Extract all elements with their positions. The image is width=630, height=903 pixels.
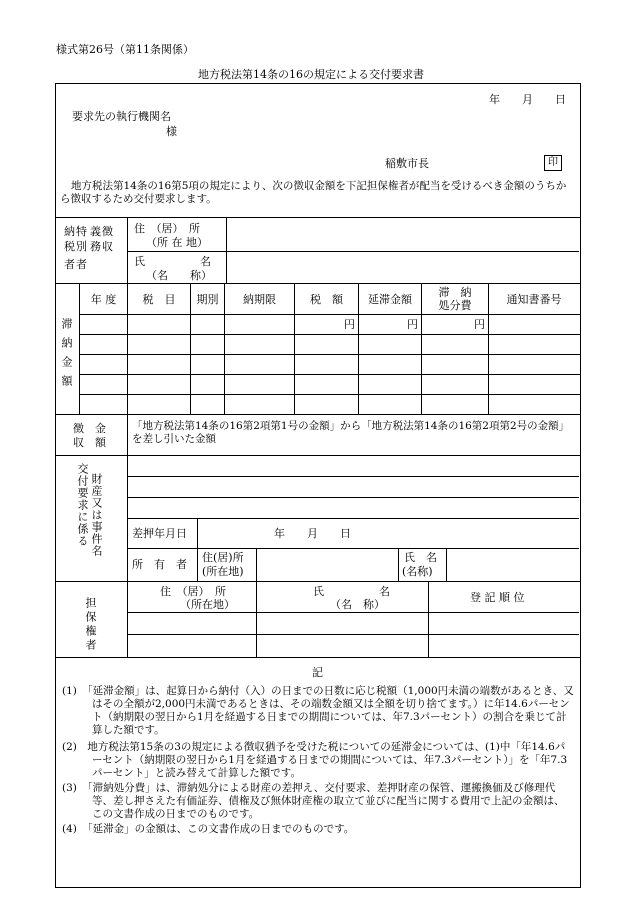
note-item: (1) 「延滞金額」は、起算日から納付（入）の日までの日数に応じ税額（1,000円未満の端数があるとき、又はその全額が2,000円未満であるときは、その端数金額又は全額を切り捨てます。）に年14.6パーセント（納期限の翌日から1月を経過する日までの期間については、年7.3パーセント）の割合を乗じて計算した額です。 [62, 685, 574, 736]
form-number: 様式第26号（第11条関係） [56, 43, 194, 56]
divider [127, 497, 579, 498]
creditor-address-label: 住 （居） 所 [160, 585, 226, 598]
divider [79, 394, 580, 395]
seizure-date-label: 差押年月日 [132, 527, 187, 540]
divider [127, 518, 579, 519]
note-item: (2) 地方税法第15条の3の規定による徴収猶予を受けた税についての延滞金については、(1)中「年14.6パーセント（納期限の翌日から1月を経過する日までの期間については、年7.3パーセント）」を「年7.3パーセント」と読み替えて計算した額です。 [62, 741, 568, 779]
owner-address-sub: (所在地) [202, 565, 244, 578]
unit-yen-disposal: 円 [474, 318, 485, 331]
header-tax-item: 税 目 [142, 293, 176, 306]
divider [127, 415, 128, 456]
divider [127, 251, 579, 252]
divider [256, 549, 257, 581]
divider [55, 414, 580, 415]
owner-name-label: 氏 名 [404, 551, 437, 564]
seizure-date-value[interactable]: 年 月 日 [274, 527, 351, 540]
divider [127, 582, 128, 658]
issuer-name: 稲敷市長 [385, 157, 429, 170]
notes-heading: 記 [312, 666, 323, 679]
taxpayer-label-1: 納特 [64, 225, 88, 238]
owner-name-sub: (名称) [402, 565, 433, 578]
divider [428, 582, 429, 658]
owner-label: 所 有 者 [132, 558, 187, 571]
addressee-honorific: 様 [166, 125, 177, 138]
taxpayer-address-sub: （所 在 地） [146, 236, 208, 249]
header-notice-number: 通知書番号 [506, 293, 562, 306]
divider [127, 634, 579, 635]
unit-yen-late: 円 [407, 318, 418, 331]
divider [79, 334, 580, 335]
divider [197, 519, 198, 581]
taxpayer-address-label: 住 （居） 所 [134, 222, 200, 235]
arrears-side-label: 滞納金額 [60, 318, 73, 394]
collection-label: 徴 金 収 額 [73, 422, 106, 449]
divider [55, 283, 580, 284]
divider [79, 374, 580, 375]
divider [446, 549, 447, 581]
divider [55, 455, 580, 456]
divider [79, 314, 580, 315]
header-tax-amount: 税 額 [310, 293, 343, 306]
divider [79, 354, 580, 355]
divider [55, 657, 580, 658]
divider [398, 549, 399, 581]
taxpayer-label-4: 務収 [90, 240, 114, 253]
header-disposal-fee: 滞 納 処分費 [438, 286, 472, 312]
header-year: 年 度 [90, 293, 117, 306]
property-side-label-1: 交付要求に係る [76, 463, 89, 547]
creditor-address-sub: （所在地） [180, 598, 235, 611]
divider [55, 217, 580, 218]
creditor-rank-label: 登 記 順 位 [470, 591, 525, 604]
owner-address-label: 住(居)所 [202, 551, 244, 564]
header-late-fee: 延滞金額 [368, 293, 412, 306]
note-item: (4) 「延滞金」の金額は、この文書作成の日までのものです。 [62, 823, 355, 835]
page-title: 地方税法第14条の16の規定による交付要求書 [198, 68, 424, 81]
property-side-label-2: 財産又は事件名 [90, 473, 103, 557]
taxpayer-name-sub: （名 称） [146, 269, 212, 282]
divider [127, 476, 579, 477]
divider [256, 582, 257, 658]
seal-icon: 印 [544, 155, 562, 171]
header-due-date: 納期限 [243, 293, 276, 306]
creditor-name-label: 氏 名 [313, 585, 390, 598]
divider [127, 548, 579, 549]
taxpayer-label-2: 税別 [64, 240, 88, 253]
unit-yen-tax: 円 [344, 318, 355, 331]
date-field[interactable]: 年 月 日 [489, 93, 566, 106]
creditor-name-sub: （名 称） [330, 598, 385, 611]
taxpayer-name-label: 氏 名 [134, 255, 211, 268]
taxpayer-label-5: 者者 [64, 258, 88, 271]
divider [55, 581, 580, 582]
addressee-label: 要求先の執行機関名 [72, 110, 171, 123]
intro-text: 地方税法第14条の16第5項の規定により、次の徴収金額を下記担保権者が配当を受けるべき金額のうちから徴収するため交付要求します。 [60, 180, 567, 205]
note-item: (3) 「滞納処分費」は、滞納処分による財産の差押え、交付要求、差押財産の保管、運搬換価及び修理代等、差し押さえた有価証券、債権及び無体財産権の取立て並びに配当に関する費用で上記の金額は、この文書作成の日までのものです。 [62, 782, 565, 820]
header-period: 期別 [196, 293, 219, 306]
taxpayer-label-3: 義徴 [90, 225, 114, 238]
collection-text: 「地方税法第14条の16第2項第1号の金額」から「地方税法第14条の16第2項第2号の金額」を差し引いた金額 [132, 420, 570, 445]
creditor-side-label: 担保権者 [84, 597, 97, 653]
divider [127, 612, 579, 613]
